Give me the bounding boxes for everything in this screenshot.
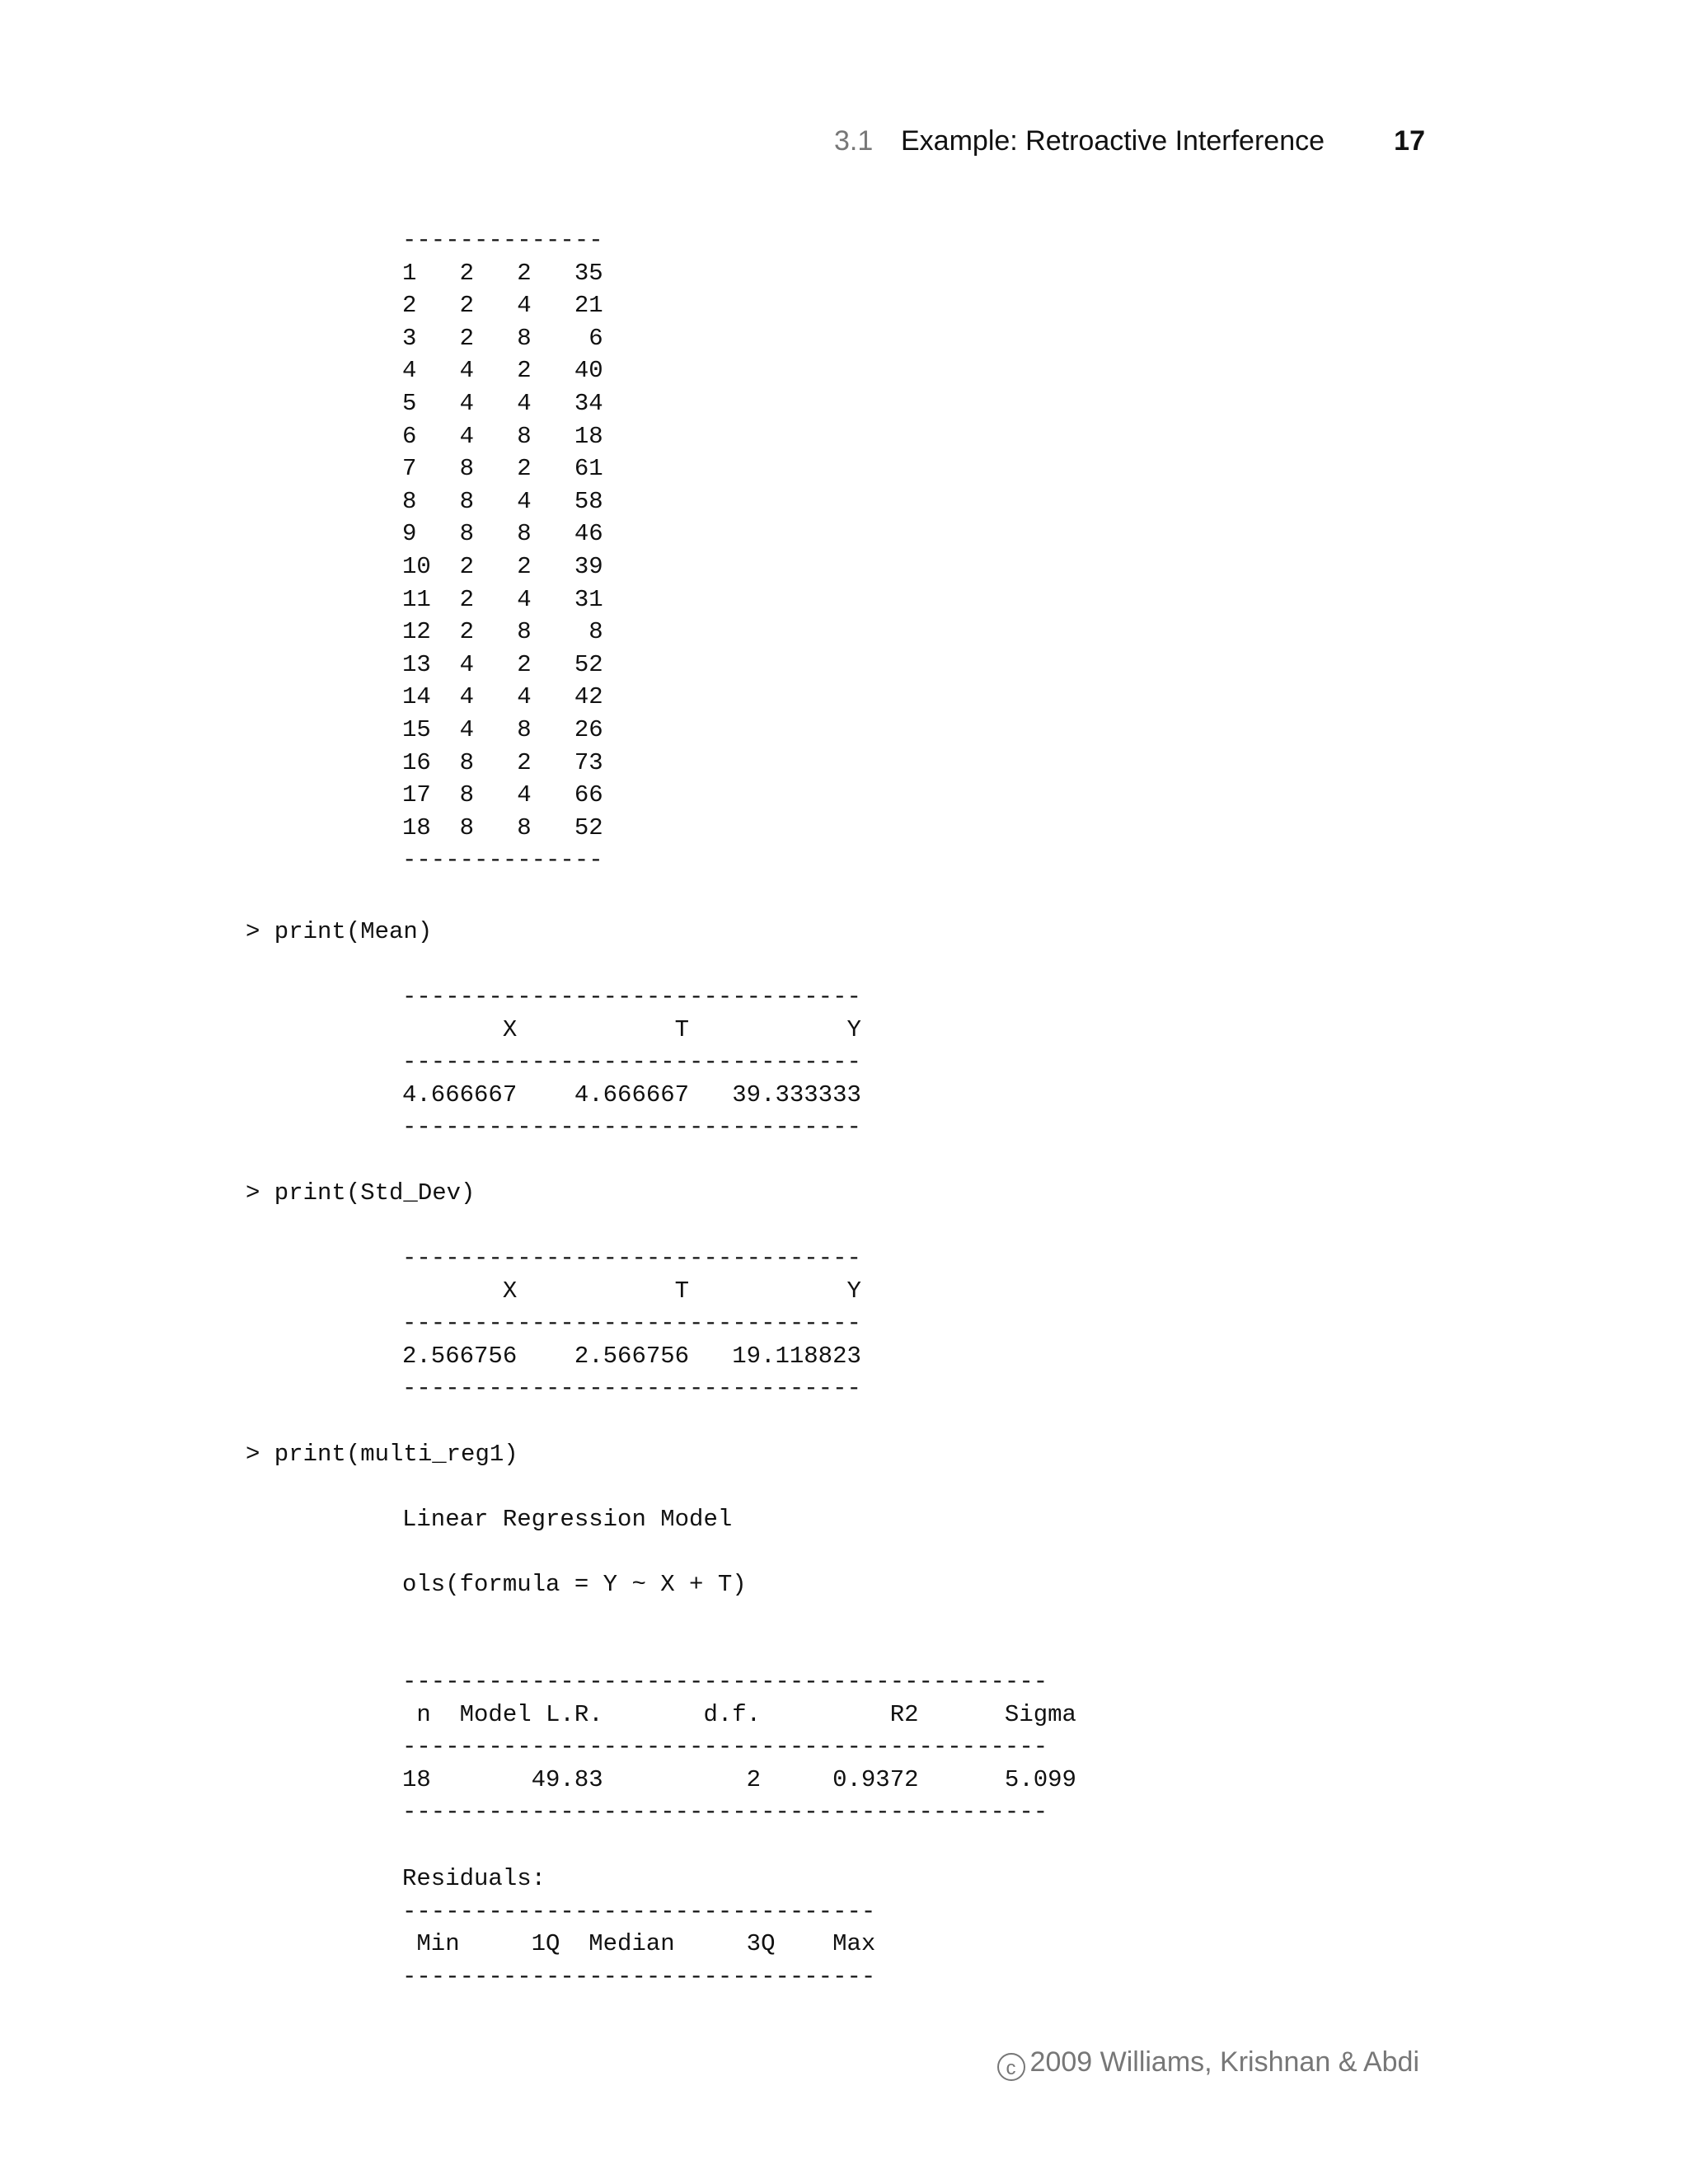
reg-formula: ols(formula = Y ~ X + T): [402, 1571, 747, 1598]
listing-row: 1 2 2 35: [402, 259, 603, 287]
listing-row: 3 2 8 6: [402, 324, 603, 352]
mean-prompt: > print(Mean): [246, 918, 433, 945]
residuals-label: Residuals:: [402, 1865, 546, 1892]
listing-row: 17 8 4 66: [402, 781, 603, 809]
mean-rule: --------------------------------: [402, 1113, 861, 1141]
std-prompt: > print(Std_Dev): [246, 1179, 476, 1207]
residuals-table: [402, 1863, 875, 1993]
std-table: [402, 1242, 861, 1405]
reg-rule: ---------------------------------------------: [402, 1668, 1048, 1695]
listing-row: 6 4 8 18: [402, 422, 603, 450]
listing-rule-bottom: --------------: [402, 846, 603, 874]
mean-header: X T Y: [402, 1015, 861, 1043]
reg-rule: ---------------------------------------------: [402, 1733, 1048, 1761]
reg-header: n Model L.R. d.f. R2 Sigma: [402, 1700, 1076, 1728]
reg-table: [402, 1666, 1076, 1829]
listing-row: 16 8 2 73: [402, 748, 603, 776]
mean-rule: --------------------------------: [402, 983, 861, 1010]
listing-row: 4 4 2 40: [402, 357, 603, 385]
listing-row: 12 2 8 8: [402, 618, 603, 646]
std-values: 2.566756 2.566756 19.118823: [402, 1342, 861, 1370]
section-number: 3.1: [834, 125, 874, 157]
copyright-text: 2009 Williams, Krishnan & Abdi: [1029, 2046, 1419, 2078]
reg-title: Linear Regression Model: [402, 1506, 733, 1533]
listing-row: 8 8 4 58: [402, 487, 603, 515]
listing-row: 11 2 4 31: [402, 585, 603, 613]
listing-row: 9 8 8 46: [402, 520, 603, 548]
section-title: Example: Retroactive Interference: [901, 125, 1325, 157]
std-header: X T Y: [402, 1277, 861, 1305]
copyright-icon: c: [997, 2053, 1025, 2081]
page-number: 17: [1394, 125, 1425, 157]
reg-values: 18 49.83 2 0.9372 5.099: [402, 1765, 1076, 1793]
mean-table: [402, 981, 861, 1144]
listing-row: 18 8 8 52: [402, 813, 603, 841]
listing-row: 2 2 4 21: [402, 292, 603, 320]
listing-row: 15 4 8 26: [402, 715, 603, 743]
reg-prompt: > print(multi_reg1): [246, 1441, 518, 1468]
listing-row: 14 4 4 42: [402, 683, 603, 711]
listing-row: 13 4 2 52: [402, 650, 603, 678]
residuals-rule: ---------------------------------: [402, 1897, 876, 1925]
running-header: [0, 125, 1688, 166]
mean-values: 4.666667 4.666667 39.333333: [402, 1080, 861, 1108]
copyright-footer: [997, 2046, 1419, 2081]
residuals-header: Min 1Q Median 3Q Max: [402, 1930, 876, 1958]
mean-rule: --------------------------------: [402, 1048, 861, 1076]
listing-rule-top: --------------: [402, 227, 603, 254]
listing-row: 10 2 2 39: [402, 552, 603, 580]
reg-rule: ---------------------------------------------: [402, 1798, 1048, 1826]
listing-row: 7 8 2 61: [402, 455, 603, 483]
std-rule: --------------------------------: [402, 1244, 861, 1272]
std-rule: --------------------------------: [402, 1375, 861, 1403]
listing-row: 5 4 4 34: [402, 389, 603, 417]
residuals-rule: ---------------------------------: [402, 1962, 876, 1990]
std-rule: --------------------------------: [402, 1310, 861, 1338]
data-listing: [402, 224, 603, 877]
